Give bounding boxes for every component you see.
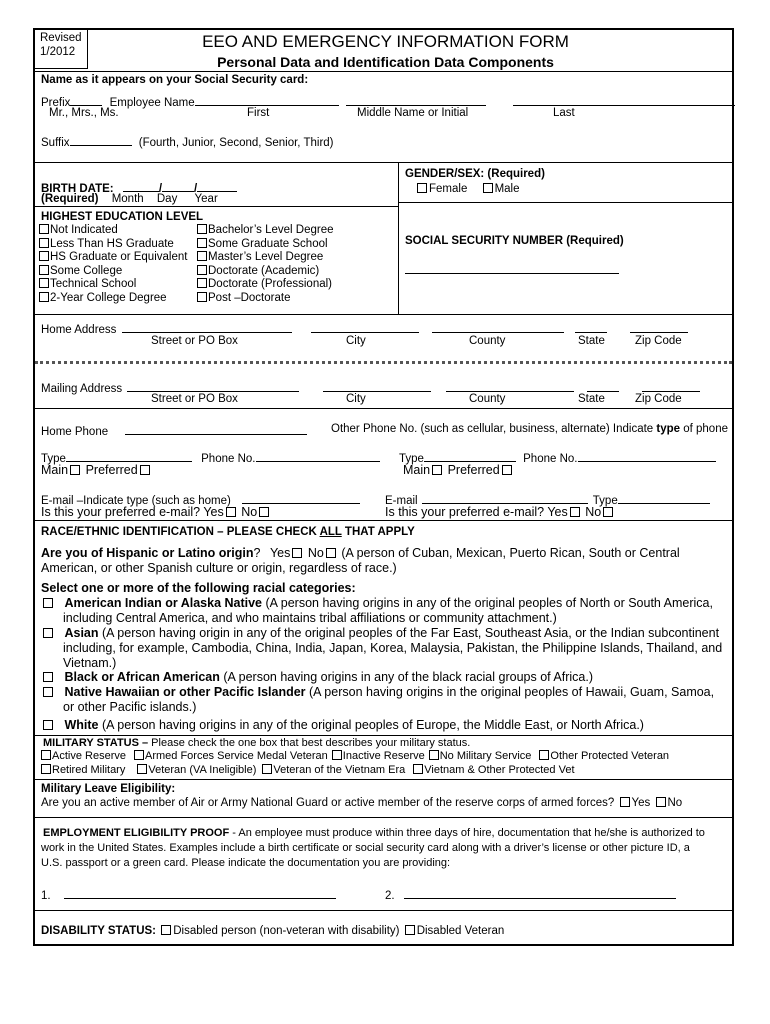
hispanic-no-label: No <box>307 546 324 560</box>
home-state-field[interactable] <box>575 321 607 333</box>
military-status-label: Veteran (VA Ineligible) <box>148 764 257 776</box>
phone2-label: Phone No. <box>523 453 578 465</box>
suffix-field[interactable] <box>70 134 132 146</box>
military-status-option[interactable] <box>413 764 574 776</box>
email2-type-label: Type <box>592 495 618 507</box>
form-subtitle: Personal Data and Identification Data Components <box>217 54 554 70</box>
name-heading: Name as it appears on your Social Security card: <box>41 74 309 86</box>
mailing-county-label: County <box>469 393 506 405</box>
preferred2-label: Preferred <box>447 463 500 477</box>
email2-preferred-q: Is this your preferred e-mail? <box>385 505 545 519</box>
doc2-field[interactable] <box>404 887 676 899</box>
phone1-field[interactable] <box>256 450 380 462</box>
mailing-city-field[interactable] <box>323 380 431 392</box>
education-left-option[interactable] <box>39 238 187 252</box>
doc1-field[interactable] <box>64 887 336 899</box>
main2-checkbox[interactable] <box>432 465 442 475</box>
birth-required: (Required) <box>41 193 99 205</box>
military-status-label: Active Reserve <box>52 750 126 762</box>
email2-field[interactable] <box>422 492 588 504</box>
white-name: White <box>64 718 99 732</box>
prefix-hint: Mr., Mrs., Ms. <box>49 107 119 119</box>
military-status-checkbox[interactable] <box>137 764 147 774</box>
main2-label: Main <box>403 463 431 477</box>
education-left-checkbox[interactable] <box>39 224 49 234</box>
day-label: Day <box>156 193 178 205</box>
nhpi-checkbox[interactable] <box>43 687 53 697</box>
hispanic-yes-label: Yes <box>269 546 291 560</box>
home-phone-field[interactable] <box>125 423 307 435</box>
mailing-street-field[interactable] <box>127 380 299 392</box>
employment-text-2: work in the United States. Examples include a birth certificate or social security card along with a driver’s license or other picture ID, a <box>41 842 690 854</box>
education-right-checkbox[interactable] <box>197 251 207 261</box>
doc2-label: 2. <box>385 890 395 902</box>
aian-name: American Indian or Alaska Native <box>64 596 263 610</box>
ssn-label: SOCIAL SECURITY NUMBER (Required) <box>405 235 624 247</box>
hispanic-question: Are you of Hispanic or Latino origin <box>41 546 254 560</box>
military-row-1 <box>41 750 669 762</box>
white-checkbox[interactable] <box>43 720 53 730</box>
birth-day-field[interactable] <box>162 180 194 192</box>
email2-no-label: No <box>585 505 602 519</box>
military-status-checkbox[interactable] <box>332 750 342 760</box>
middle-label: Middle Name or Initial <box>357 107 469 119</box>
disabled-person-checkbox[interactable] <box>161 925 171 935</box>
military-status-checkbox[interactable] <box>413 764 423 774</box>
mailing-county-field[interactable] <box>446 380 574 392</box>
education-left-checkbox[interactable] <box>39 265 49 275</box>
home-street-field[interactable] <box>122 321 292 333</box>
month-label: Month <box>111 193 144 205</box>
military-status-option[interactable] <box>137 764 256 776</box>
suffix-label: Suffix <box>41 137 70 149</box>
black-def: (A person having origins in any of the black racial groups of Africa.) <box>219 670 593 684</box>
aian-checkbox[interactable] <box>43 598 53 608</box>
email1-no-label: No <box>241 505 258 519</box>
mailing-zip-field[interactable] <box>642 380 700 392</box>
military-status-label: Retired Military <box>52 764 126 776</box>
main1-checkbox[interactable] <box>70 465 80 475</box>
phone1-label: Phone No. <box>201 453 256 465</box>
preferred1-checkbox[interactable] <box>140 465 150 475</box>
form-title: EEO AND EMERGENCY INFORMATION FORM <box>202 32 569 51</box>
mailing-zip-label: Zip Code <box>635 393 682 405</box>
ssn-field[interactable] <box>405 262 619 274</box>
employment-text-1: - An employee must produce within three days of hire, documentation that he/she is authorized to <box>229 827 705 839</box>
mailing-city-label: City <box>346 393 366 405</box>
gender-label: GENDER/SEX: (Required) <box>405 168 545 180</box>
preferred2-checkbox[interactable] <box>502 465 512 475</box>
birth-month-field[interactable] <box>123 180 159 192</box>
white-def: (A person having origins in any of the original peoples of Europe, the Middle East, or North Africa.) <box>98 718 644 732</box>
doc1-label: 1. <box>41 890 51 902</box>
education-right-option[interactable] <box>197 278 334 292</box>
home-phone-label: Home Phone <box>41 426 109 438</box>
education-right-label: Bachelor’s Level Degree <box>208 224 334 236</box>
military-status-option[interactable] <box>41 750 126 762</box>
military-status-label: Vietnam & Other Protected Vet <box>424 764 575 776</box>
education-right-checkbox[interactable] <box>197 292 207 302</box>
military-status-checkbox[interactable] <box>41 764 51 774</box>
email1-preferred-q: Is this your preferred e-mail? <box>41 505 201 519</box>
female-checkbox[interactable] <box>417 183 427 193</box>
education-left-checkbox[interactable] <box>39 292 49 302</box>
employment-text-3: U.S. passport or a green card. Please indicate the documentation you are providing: <box>41 857 451 869</box>
education-left-checkbox[interactable] <box>39 278 49 288</box>
military-status-label: Other Protected Veteran <box>550 750 670 762</box>
email2-label: E-mail <box>385 495 418 507</box>
military-status-checkbox[interactable] <box>539 750 549 760</box>
education-right-option[interactable] <box>197 238 334 252</box>
prefix-label: Prefix <box>41 97 71 109</box>
asian-def-3: Vietnam.) <box>63 656 117 670</box>
military-status-option[interactable] <box>539 750 669 762</box>
email1-no-checkbox[interactable] <box>259 507 269 517</box>
education-left-checkbox[interactable] <box>39 238 49 248</box>
education-right-checkbox[interactable] <box>197 224 207 234</box>
education-right-checkbox[interactable] <box>197 278 207 288</box>
birth-year-field[interactable] <box>197 180 237 192</box>
home-zip-label: Zip Code <box>635 335 682 347</box>
year-label: Year <box>194 193 218 205</box>
education-left-label: Less Than HS Graduate <box>50 237 174 250</box>
education-right-label: Master’s Level Degree <box>208 251 324 263</box>
first-name-field[interactable] <box>195 94 339 106</box>
home-street-label: Street or PO Box <box>151 335 238 347</box>
hispanic-def-1: (A person of Cuban, Mexican, Puerto Rican, South or Central <box>341 546 680 560</box>
military-status-checkbox[interactable] <box>41 750 51 760</box>
asian-name: Asian <box>64 626 99 640</box>
hispanic-def-2: American, or other Spanish culture or origin, regardless of race.) <box>41 561 397 575</box>
education-left-option[interactable] <box>39 224 187 238</box>
education-right-label: Doctorate (Professional) <box>208 278 332 290</box>
home-county-label: County <box>469 335 506 347</box>
education-right-label: Some Graduate School <box>208 237 328 250</box>
eeo-form: Revised 1/2012 EEO AND EMERGENCY INFORMATION FORM Personal Data and Identification Data Components Name as it appears on your Social Security card: Prefix Employee Name Mr., Mrs., Ms. First Middle Name or Initial Last Suffix (Fourth, Junior, Second, Senior, Third) BIRTH DATE: / / (Required) Month Day Year GENDER/SEX: (Required) Female Male HIGHEST EDUCATION LEVEL Not Indicated Less Than HS Graduate HS Graduate or Equivalent Some College Technical School 2-Year College Degree Bachelor’s Level Degree Some Graduate School Master’s Level Degree Doctorate (Academic) Doctorate (Professional) Post –Doctorate SOCIAL SECURITY NUMBER (Required) Home Address Street or PO Box City County State Zip Code Mailing Address Street or PO Box City County State Zip Code Home Phone Other Phone No. (such as cellular, business, alternate) Indicate type of phone Type Phone No. Main Preferred Type Phone No. Main Preferred E-mail –Indicate type (such as home) Is this your preferred e-mail? Yes No E-mail Type Is this your preferred e-mail? Yes No RACE/ETHNIC IDENTIFICATION – PLEASE CHECK ALL THAT APPLY Are you of Hispanic or Latino origin? Yes No (A person of Cuban, Mexican, Puerto Rican, South or Central American, or other Spanish culture or origin, regardless of race.) Select one or more of the following racial categories: American Indian or Alaska Native (A person having origins in any of the original peoples of North or South America, including Central America, and who maintains tribal affiliations or community attachment.) Asian (A person having origin in any of the original peoples of the Far East, Southeast Asia, or the Indian subcontinent including, for example, Cambodia, China, India, Japan, Korea, Malaysia, Pakistan, the Philippine Islands, Thailand, and Vietnam.) Black or African American (A person having origins in any of the black racial groups of Africa.) Native Hawaiian or other Pacific Islander (A person having origins in the original peoples of Hawaii, Guam, Samoa, or other Pacific islands.) White (A person having origins in any of the original peoples of Europe, the Middle East, or North Africa.) MILITARY STATUS – Please check the one box that best describes your military status. Active Reserve Armed Forces Service Medal Veteran Inactive Reserve No Military Service Other Protected Veteran Retired Military Veteran (VA Ineligible) Veteran of the Vietnam Era Vietnam & Other Protected Vet Military Leave Eligibility: Are you an active member of Air or Army National Guard or active member of the reserve corps of armed forces? Yes No EMPLOYMENT ELIGIBILITY PROOF - An employee must produce within three days of hire, documentation that he/she is authorized to work in the United States. Examples include a birth certificate or social security card along with a driver’s license or other picture ID, a U.S. passport or a green card. Please indicate the documentation you are providing: 1. 2. DISABILITY STATUS: Disabled person (non-veteran with disability) Disabled Veteran <box>33 28 734 946</box>
home-city-label: City <box>346 335 366 347</box>
mailing-street-label: Street or PO Box <box>151 393 238 405</box>
military-status-label: Armed Forces Service Medal Veteran <box>144 750 328 762</box>
female-label: Female <box>429 183 468 195</box>
nhpi-name: Native Hawaiian or other Pacific Islander <box>64 685 306 699</box>
asian-def-2: including, for example, Cambodia, China, India, Japan, Korea, Malaysia, Pakistan, the Philippine Islands, Thailand, and <box>63 641 723 655</box>
education-left-option[interactable] <box>39 265 187 279</box>
nhpi-def-2: or other Pacific islands.) <box>63 700 197 714</box>
leave-question: Are you an active member of Air or Army National Guard or active member of the reserve corps of armed forces? <box>41 797 615 809</box>
education-label: HIGHEST EDUCATION LEVEL <box>41 211 204 223</box>
home-city-field[interactable] <box>311 321 419 333</box>
last-name-field[interactable] <box>513 94 735 106</box>
revised-label: Revised <box>40 32 82 44</box>
type2-field[interactable] <box>424 450 516 462</box>
home-address-label: Home Address <box>41 324 117 336</box>
disabled-veteran-checkbox[interactable] <box>405 925 415 935</box>
hispanic-yes-checkbox[interactable] <box>292 548 302 558</box>
racial-categories-heading: Select one or more of the following racial categories: <box>41 581 356 595</box>
education-right-option[interactable] <box>197 224 334 238</box>
main1-label: Main <box>41 463 69 477</box>
aian-def-1: (A person having origins in any of the original peoples of North or South America, <box>262 596 713 610</box>
military-status-option[interactable] <box>332 750 425 762</box>
education-right-option[interactable] <box>197 251 334 265</box>
military-status-option[interactable] <box>262 764 405 776</box>
email1-field[interactable] <box>242 492 360 504</box>
military-status-checkbox[interactable] <box>429 750 439 760</box>
other-phone-label: Other Phone No. (such as cellular, business, alternate) Indicate type of phone <box>331 423 728 435</box>
aian-def-2: including Central America, and who maintains tribal affiliations or community attachment.) <box>63 611 557 625</box>
leave-no-checkbox[interactable] <box>656 797 666 807</box>
military-status-checkbox[interactable] <box>134 750 144 760</box>
education-left-label: Technical School <box>50 278 137 290</box>
education-left-option[interactable] <box>39 251 187 265</box>
military-status-checkbox[interactable] <box>262 764 272 774</box>
home-county-field[interactable] <box>432 321 564 333</box>
education-right-checkbox[interactable] <box>197 238 207 248</box>
education-right-label: Doctorate (Academic) <box>208 264 320 277</box>
email1-yes-checkbox[interactable] <box>226 507 236 517</box>
email1-yes-label: Yes <box>203 505 224 519</box>
education-right-column <box>197 224 334 305</box>
asian-def-1: (A person having origin in any of the original peoples of the Far East, Southeast Asia, or the Indian subcontinent <box>98 626 720 640</box>
disabled-veteran-label: Disabled Veteran <box>416 925 505 937</box>
black-name: Black or African American <box>64 670 220 684</box>
email2-yes-label: Yes <box>547 505 568 519</box>
leave-yes-label: Yes <box>631 797 651 809</box>
hispanic-no-checkbox[interactable] <box>326 548 336 558</box>
last-label: Last <box>553 107 575 119</box>
suffix-hint: (Fourth, Junior, Second, Senior, Third) <box>138 137 334 149</box>
first-label: First <box>247 107 270 119</box>
black-checkbox[interactable] <box>43 672 53 682</box>
leave-no-label: No <box>667 797 683 809</box>
education-left-option[interactable] <box>39 292 187 306</box>
asian-checkbox[interactable] <box>43 628 53 638</box>
military-status-label: No Military Service <box>439 750 532 762</box>
type1-label: Type <box>41 453 66 465</box>
home-zip-field[interactable] <box>630 321 688 333</box>
preferred1-label: Preferred <box>85 463 138 477</box>
type1-field[interactable] <box>66 450 192 462</box>
military-status-label: Veteran of the Vietnam Era <box>273 764 406 776</box>
military-status-option[interactable] <box>134 750 328 762</box>
education-right-option[interactable] <box>197 265 334 279</box>
education-left-checkbox[interactable] <box>39 251 49 261</box>
home-state-label: State <box>578 335 605 347</box>
email2-yes-checkbox[interactable] <box>570 507 580 517</box>
revised-date: 1/2012 <box>40 46 76 58</box>
phone2-field[interactable] <box>578 450 716 462</box>
education-right-checkbox[interactable] <box>197 265 207 275</box>
race-heading: RACE/ETHNIC IDENTIFICATION – PLEASE CHECK ALL THAT APPLY <box>41 526 415 538</box>
disabled-person-label: Disabled person (non-veteran with disability) <box>173 925 400 937</box>
military-status-label: Inactive Reserve <box>342 750 425 762</box>
male-checkbox[interactable] <box>483 183 493 193</box>
education-right-option[interactable] <box>197 292 334 306</box>
education-right-label: Post –Doctorate <box>208 291 291 304</box>
type2-label: Type <box>399 453 424 465</box>
education-left-label: HS Graduate or Equivalent <box>50 251 188 263</box>
leave-heading: Military Leave Eligibility: <box>41 783 176 795</box>
education-left-column <box>39 224 187 305</box>
email2-type-field[interactable] <box>618 492 710 504</box>
nhpi-def-1: (A person having origins in the original peoples of Hawaii, Guam, Samoa, <box>305 685 715 699</box>
education-left-option[interactable] <box>39 278 187 292</box>
employment-heading: EMPLOYMENT ELIGIBILITY PROOF <box>43 827 230 839</box>
leave-yes-checkbox[interactable] <box>620 797 630 807</box>
military-row-2 <box>41 764 575 776</box>
education-left-label: 2-Year College Degree <box>50 291 167 304</box>
education-left-label: Not Indicated <box>50 224 118 236</box>
mailing-state-field[interactable] <box>587 380 619 392</box>
military-status-option[interactable] <box>41 764 125 776</box>
employee-name-label: Employee Name <box>109 97 195 109</box>
email1-label: E-mail –Indicate type (such as home) <box>41 495 231 507</box>
birth-date-label: BIRTH DATE: / / <box>41 180 237 195</box>
mailing-state-label: State <box>578 393 605 405</box>
male-label: Male <box>494 183 520 195</box>
prefix-field[interactable] <box>70 94 102 106</box>
military-heading: MILITARY STATUS – Please check the one box that best describes your military status. <box>43 737 471 749</box>
military-status-option[interactable] <box>429 750 532 762</box>
disability-heading: DISABILITY STATUS: <box>41 925 156 937</box>
email2-no-checkbox[interactable] <box>603 507 613 517</box>
middle-name-field[interactable] <box>346 94 486 106</box>
education-left-label: Some College <box>50 264 123 277</box>
mailing-address-label: Mailing Address <box>41 383 123 395</box>
